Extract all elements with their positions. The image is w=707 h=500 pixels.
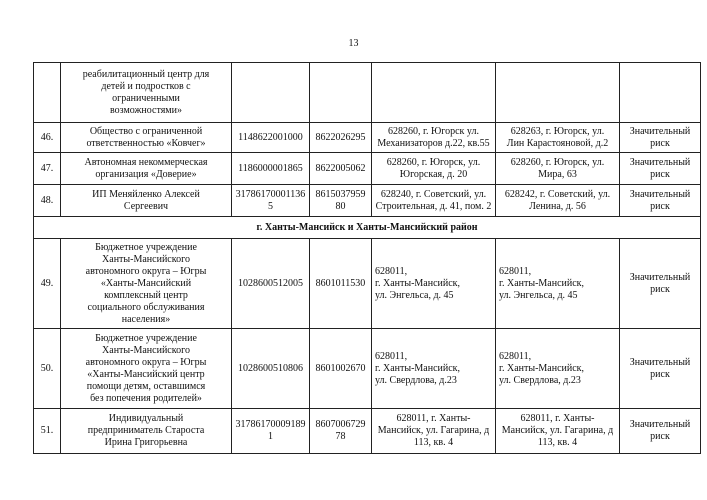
ogrn-cell: 1186000001865 [232,153,310,185]
risk-cell: Значительный риск [620,123,701,153]
legal-address-cell: 628011, г. Ханты- Мансийск, ул. Гагарина, д 113, кв. 4 [372,409,496,454]
num-cell: 49. [34,239,61,329]
activity-address-cell: 628011, г. Ханты-Мансийск, ул. Свердлова, д.23 [496,329,620,409]
table-row [34,123,701,153]
inn-cell: 8622005062 [310,153,372,185]
risk-cell: Значительный риск [620,409,701,454]
legal-address-cell: 628240, г. Советский, ул. Строительная, д. 41, пом. 2 [372,185,496,217]
ogrn-cell [232,63,310,123]
legal-address-cell: 628011, г. Ханты-Мансийск, ул. Свердлова, д.23 [372,329,496,409]
region-heading: г. Ханты-Мансийск и Ханты-Мансийский район [34,217,701,239]
table-row [34,63,701,123]
activity-address-cell: 628260, г. Югорск, ул. Мира, 63 [496,153,620,185]
inn-cell [310,63,372,123]
risk-cell [620,63,701,123]
num-cell: 47. [34,153,61,185]
org-name-cell: Бюджетное учреждение Ханты-Мансийского автономного округа – Югры «Ханты-Мансийский центр помощи детям, оставшимся без попечения родителей» [61,329,232,409]
table-row [34,239,701,329]
legal-address-cell [372,63,496,123]
page-number: 13 [348,38,359,49]
legal-address-cell: 628260, г. Югорск, ул. Югорская, д. 20 [372,153,496,185]
table-row [34,185,701,217]
risk-cell: Значительный риск [620,329,701,409]
num-cell [34,63,61,123]
num-cell: 51. [34,409,61,454]
table-row [34,153,701,185]
registry-table [33,62,701,454]
num-cell: 46. [34,123,61,153]
inn-cell: 8601011530 [310,239,372,329]
activity-address-cell: 628011, г. Ханты- Мансийск, ул. Гагарина, д 113, кв. 4 [496,409,620,454]
inn-cell: 8615037959 80 [310,185,372,217]
inn-cell: 8622026295 [310,123,372,153]
org-name-cell: реабилитационный центр для детей и подростков с ограниченными возможностями» [61,63,232,123]
activity-address-cell: 628242, г. Советский, ул. Ленина, д. 56 [496,185,620,217]
risk-cell: Значительный риск [620,239,701,329]
ogrn-cell: 31786170001136 5 [232,185,310,217]
inn-cell: 8601002670 [310,329,372,409]
activity-address-cell [496,63,620,123]
num-cell: 50. [34,329,61,409]
org-name-cell: Автономная некоммерческая организация «Доверие» [61,153,232,185]
num-cell: 48. [34,185,61,217]
region-heading-row [34,217,701,239]
legal-address-cell: 628011, г. Ханты-Мансийск, ул. Энгельса, д. 45 [372,239,496,329]
org-name-cell: Бюджетное учреждение Ханты-Мансийского автономного округа – Югры «Ханты-Мансийский комплексный центр социального обслуживания населения» [61,239,232,329]
table-row [34,329,701,409]
org-name-cell: Индивидуальный предприниматель Староста Ирина Григорьевна [61,409,232,454]
table-row [34,409,701,454]
ogrn-cell: 1028600510806 [232,329,310,409]
activity-address-cell: 628263, г. Югорск, ул. Лин Карастояновой, д.2 [496,123,620,153]
risk-cell: Значительный риск [620,153,701,185]
org-name-cell: Общество с ограниченной ответственностью «Ковчег» [61,123,232,153]
legal-address-cell: 628260, г. Югорск ул. Механизаторов д.22, кв.55 [372,123,496,153]
activity-address-cell: 628011, г. Ханты-Мансийск, ул. Энгельса, д. 45 [496,239,620,329]
inn-cell: 8607006729 78 [310,409,372,454]
ogrn-cell: 1028600512005 [232,239,310,329]
org-name-cell: ИП Меняйленко Алексей Сергеевич [61,185,232,217]
ogrn-cell: 1148622001000 [232,123,310,153]
ogrn-cell: 31786170009189 1 [232,409,310,454]
risk-cell: Значительный риск [620,185,701,217]
